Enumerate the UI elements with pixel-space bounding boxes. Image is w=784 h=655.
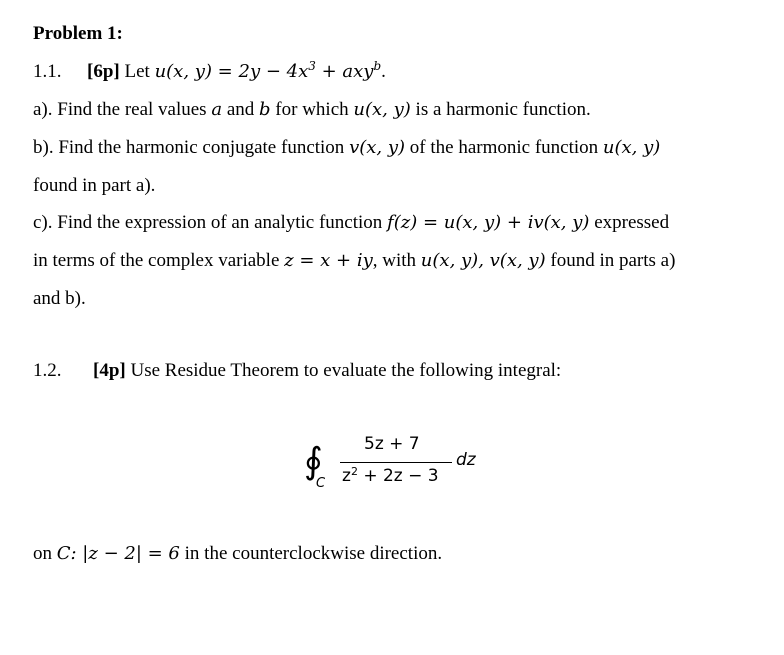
- problem-title: Problem 1:: [33, 23, 123, 44]
- part-c: c). Find the expression of an analytic function f(z) = u(x, y) + iv(x, y) expressed: [33, 212, 670, 233]
- contour-integral-icon: ∮: [304, 441, 323, 482]
- part-b: b). Find the harmonic conjugate function v(x, y) of the harmonic function u(x, y): [33, 137, 661, 158]
- contour-integral: [298, 432, 498, 502]
- fraction-denominator: $z^2 + 2z - 3$: [342, 465, 439, 486]
- problem-number: 1.1.: [33, 61, 62, 82]
- integral-contour-label: C: [316, 476, 326, 491]
- problem-1-1: 1.1. [6p] Let u(x, $y) = 2y - 4x^3 + axy^b$.: [33, 59, 386, 82]
- part-b-cont: found in part a).: [33, 175, 156, 196]
- part-c-end: and b).: [33, 288, 86, 309]
- function-u: u(x, $y) = 2y - 4x^3 + axy^b$: [154, 59, 382, 82]
- contour-condition: on C: |z − 2| = 6 in the counterclockwise direction.: [33, 543, 443, 564]
- problem-1-2: 1.2. [4p] Use Residue Theorem to evaluate the following integral:: [33, 360, 562, 381]
- problem-number: 1.2.: [33, 360, 62, 381]
- differential: dz: [456, 450, 476, 470]
- points-label: [4p]: [93, 360, 126, 381]
- fraction-numerator: 5z + 7: [364, 434, 420, 454]
- fraction-bar: [340, 462, 452, 463]
- part-c-cont: in terms of the complex variable z = x + iy, with u(x, y), v(x, y) found in parts a): [33, 250, 676, 271]
- part-a: a). Find the real values a and b for which u(x, y) is a harmonic function.: [33, 99, 591, 120]
- points-label: [6p]: [87, 61, 120, 82]
